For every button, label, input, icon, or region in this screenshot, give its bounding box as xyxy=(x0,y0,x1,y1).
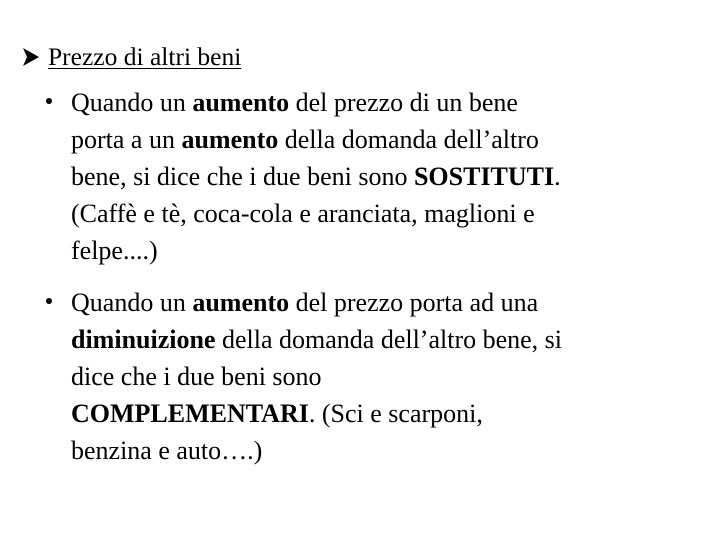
text-run: . xyxy=(554,162,561,191)
arrow-bullet-icon xyxy=(22,40,40,74)
text-run: della domanda dell’altro bene, si xyxy=(215,325,563,354)
bullet-line xyxy=(43,195,703,232)
bullet-line xyxy=(43,358,703,395)
text-run: bene, si dice che i due beni sono xyxy=(71,162,414,191)
bold-term: COMPLEMENTARI xyxy=(71,399,309,428)
heading xyxy=(22,40,241,74)
bold-term: aumento xyxy=(192,88,290,117)
bullet-line xyxy=(43,432,703,469)
text-run: del prezzo di un bene xyxy=(289,88,518,117)
text-run: del prezzo porta ad una xyxy=(289,288,539,317)
bold-term: diminuizione xyxy=(71,325,216,354)
bullet-line xyxy=(43,284,703,321)
text-run: della domanda dell’altro xyxy=(278,125,539,154)
heading-text: Prezzo di altri beni xyxy=(48,42,242,71)
text-run: Quando un xyxy=(71,288,193,317)
text-run: benzina e auto….) xyxy=(71,436,263,465)
bold-term: SOSTITUTI xyxy=(413,162,555,191)
text-run: dice che i due beni sono xyxy=(71,362,322,391)
bullet-line xyxy=(43,395,703,432)
text-run: (Caffè e tè, coca-cola e aranciata, maglioni e xyxy=(71,199,535,228)
bullet-line xyxy=(43,84,703,121)
bullet-line xyxy=(43,321,703,358)
text-run: porta a un xyxy=(71,125,182,154)
bullet-item-complements xyxy=(43,284,703,469)
bullet-line xyxy=(43,232,703,269)
bold-term: aumento xyxy=(192,288,290,317)
text-run: felpe....) xyxy=(71,236,158,265)
bold-term: aumento xyxy=(181,125,279,154)
bullet-item-substitutes xyxy=(43,84,703,269)
text-run: . (Sci e scarponi, xyxy=(308,399,483,428)
text-run: Quando un xyxy=(71,88,193,117)
bullet-line xyxy=(43,158,703,195)
bullet-line xyxy=(43,121,703,158)
